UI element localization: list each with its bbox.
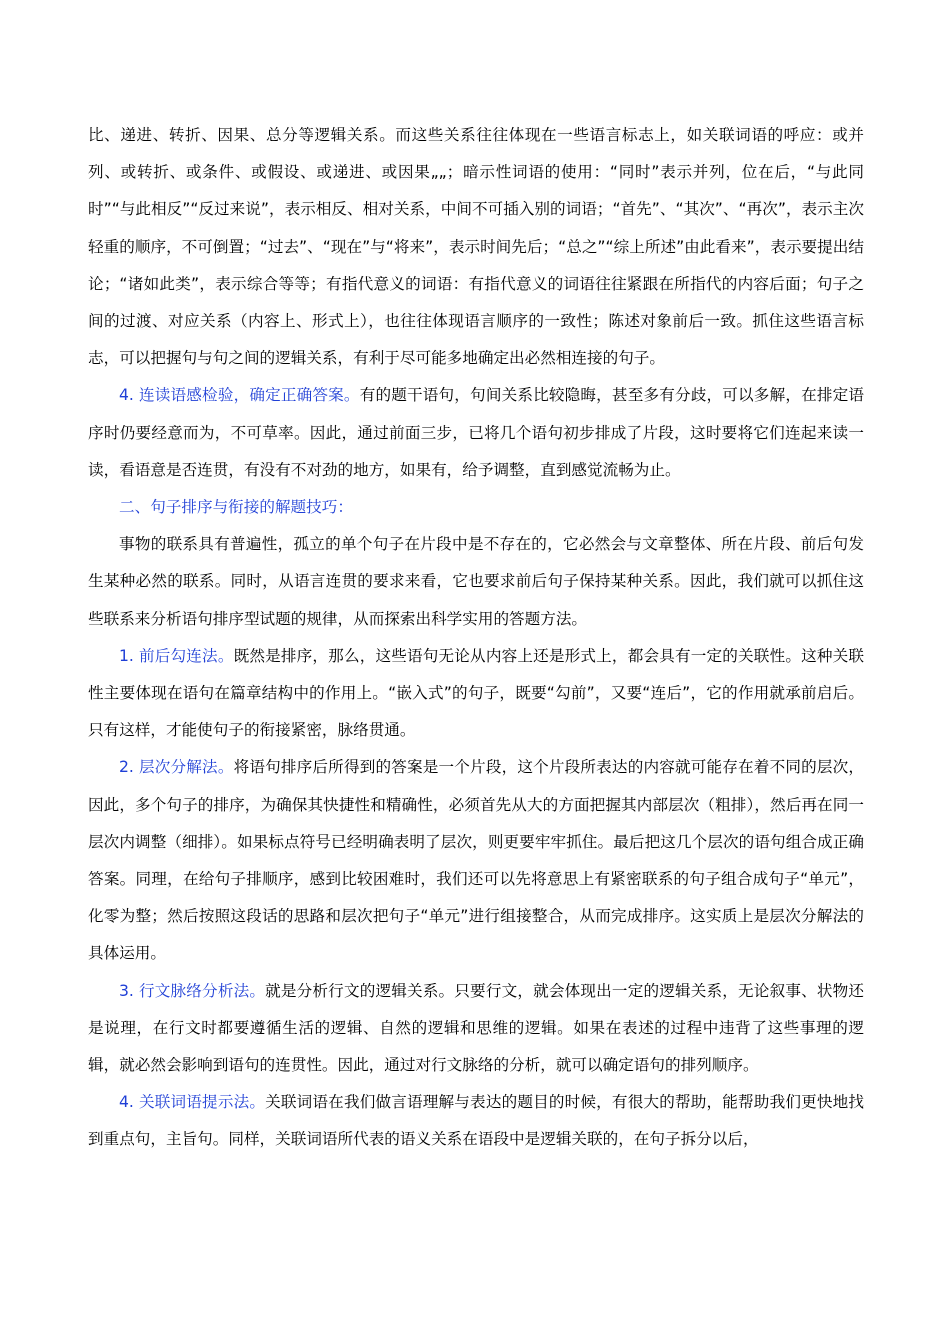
paragraph-text: 就是分析行文的逻辑关系。只要行文，就会体现出一定的逻辑关系，无论叙事、状物还是说理，在行文时都要遵循生活的逻辑、自然的逻辑和思维的逻辑。如果在表述的过程中违背了这些事理的逻辑，就必然会影响到语句的连贯性。因此，通过对行文脉络的分析，就可以确定语句的排列顺序。 (88, 981, 864, 1075)
paragraph-text: 将语句排序后所得到的答案是一个片段，这个片段所表达的内容就可能存在着不同的层次，因此，多个句子的排序，为确保其快捷性和精确性，必须首先从大的方面把握其内部层次（粗排），然后再在同一层次内调整（细排）。如果标点符号已经明确表明了层次，则更要牢牢抓住。最后把这几个层次的语句组合成正确答案。同理，在给句子排顺序，感到比较困难时，我们还可以先将意思上有紧密联系的句子组合成句子“单元”，化零为整；然后按照这段话的思路和层次把句子“单元”进行组接整合，从而完成排序。这实质上是层次分解法的具体运用。 (88, 758, 864, 963)
paragraph-text: 关联词语在我们做言语理解与表达的题目的时候，有很大的帮助，能帮助我们更快地找到重点句，主旨句。同样，关联词语所代表的语义关系在语段中是逻辑关联的，在句子拆分以后， (88, 1093, 864, 1149)
paragraph-logic-markers (88, 117, 864, 377)
paragraph-text: 有的题干语句，句间关系比较隐晦，甚至多有分歧，可以多解，在排定语序时仍要经意而为，不可草率。因此，通过前面三步，已将几个语句初步排成了片段，这时要将它们连起来读一读，看语意是否连贯，有没有不对劲的地方，如果有，给予调整，直到感觉流畅为止。 (88, 386, 864, 479)
paragraph-heading: 3. 行文脉络分析法。 (119, 981, 266, 1000)
paragraph-step-4 (88, 377, 864, 489)
section-heading: 二、句子排序与衔接的解题技巧： (119, 498, 353, 517)
section-heading-techniques (88, 489, 864, 526)
paragraph-method-2 (88, 749, 864, 972)
paragraph-text: 事物的联系具有普遍性，孤立的单个句子在片段中是不存在的，它必然会与文章整体、所在片段、前后句发生某种必然的联系。同时，从语言连贯的要求来看，它也要求前后句子保持某种关系。因此，我们就可以抓住这些联系来分析语句排序型试题的规律，从而探索出科学实用的答题方法。 (88, 535, 864, 628)
paragraph-heading: 2. 层次分解法。 (119, 758, 234, 777)
document-page (88, 117, 864, 1159)
paragraph-text: 既然是排序，那么，这些语句无论从内容上还是形式上，都会具有一定的关联性。这种关联性主要体现在语句在篇章结构中的作用上。“嵌入式”的句子，既要“勾前”，又要“连后”，它的作用就承前启后。只有这样，才能使句子的衔接紧密，脉络贯通。 (88, 646, 864, 740)
paragraph-method-4 (88, 1084, 864, 1158)
paragraph-intro (88, 526, 864, 638)
paragraph-text: 比、递进、转折、因果、总分等逻辑关系。而这些关系往往体现在一些语言标志上，如关联词语的呼应：或并列、或转折、或条件、或假设、或递进、或因果„„；暗示性词语的使用：“同时”表示并列，位在后，“与此同时”“与此相反”“反过来说”，表示相反、相对关系，中间不可插入别的词语；“首先”、“其次”、“再次”，表示主次轻重的顺序，不可倒置；“过去”、“现在”与“将来”，表示时间先后；“总之”“综上所述”由此看来”，表示要提出结论；“诸如此类”，表示综合等等；有指代意义的词语：有指代意义的词语往往紧跟在所指代的内容后面；句子之间的过渡、对应关系（内容上、形式上），也往往体现语言顺序的一致性；陈述对象前后一致。抓住这些语言标志，可以把握句与句之间的逻辑关系，有利于尽可能多地确定出必然相连接的句子。 (88, 126, 864, 368)
paragraph-heading: 4. 连读语感检验，确定正确答案。 (119, 386, 360, 405)
paragraph-method-3 (88, 973, 864, 1085)
paragraph-heading: 1. 前后勾连法。 (119, 646, 234, 665)
paragraph-method-1 (88, 638, 864, 750)
paragraph-heading: 4. 关联词语提示法。 (119, 1093, 266, 1112)
